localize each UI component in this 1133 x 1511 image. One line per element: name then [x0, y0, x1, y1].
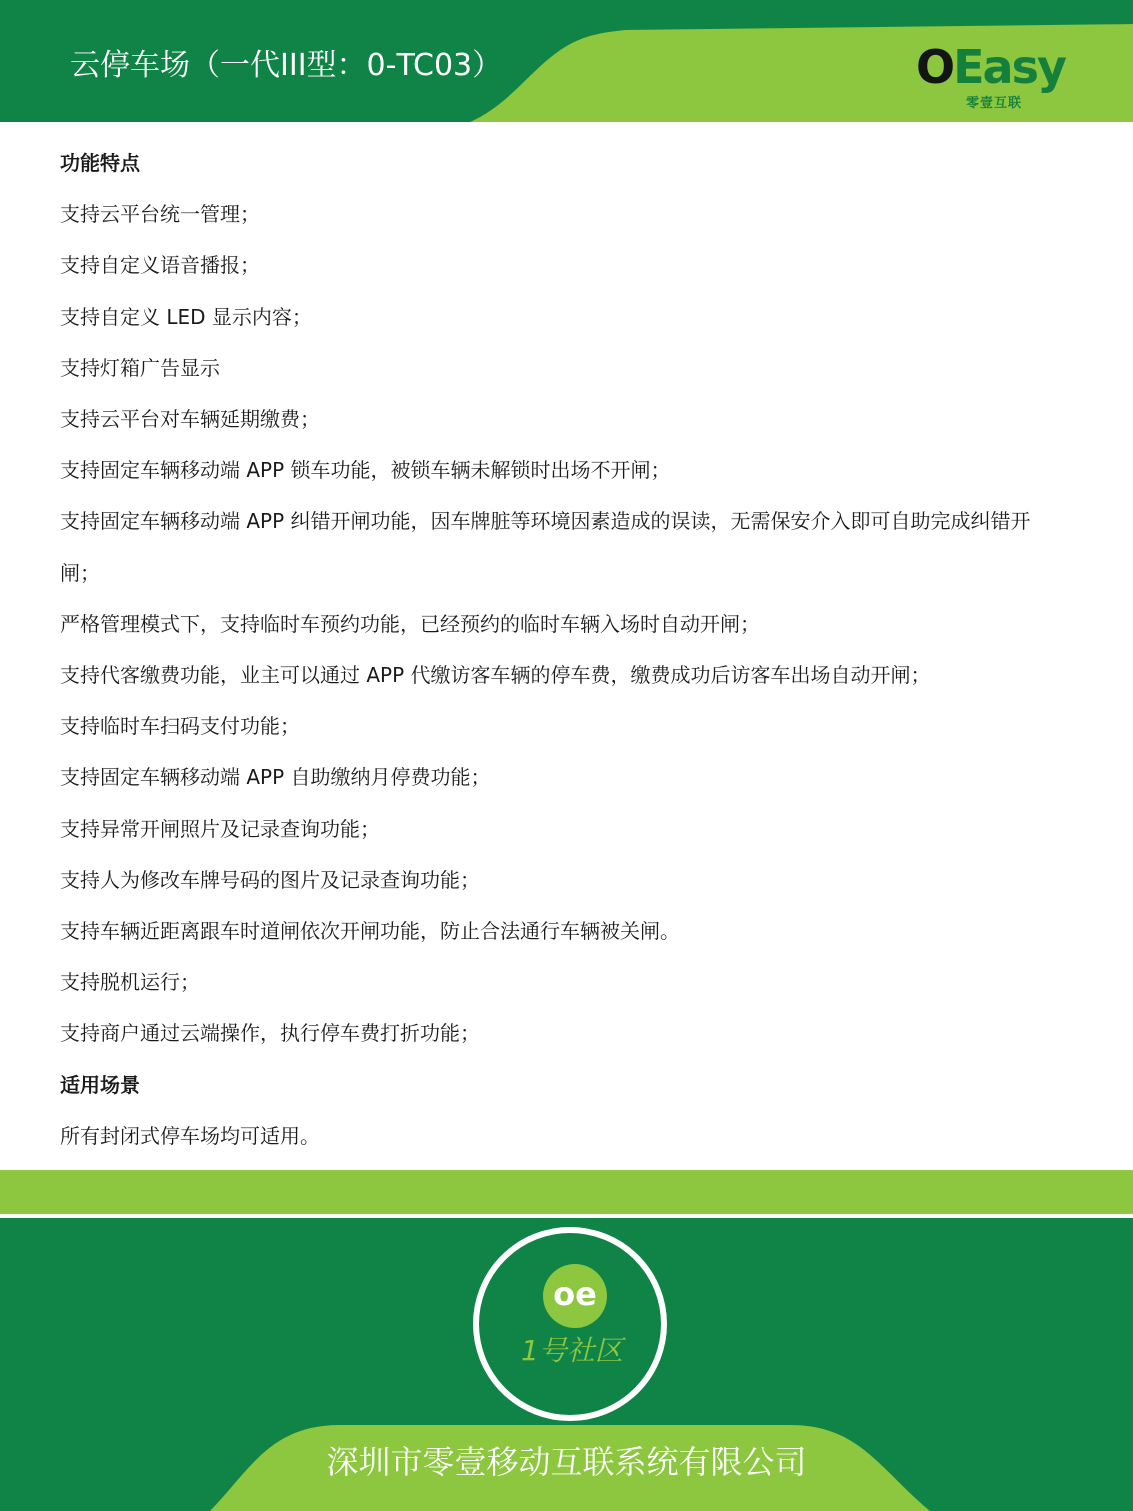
feature-item: 支持固定车辆移动端 APP 自助缴纳月停费功能；	[60, 765, 491, 790]
feature-item: 支持固定车辆移动端 APP 纠错开闸功能，因车牌脏等环境因素造成的误读，无需保安介入即可自助完成纠错开闸；	[60, 509, 1031, 585]
feature-item: 支持代客缴费功能，业主可以通过 APP 代缴访客车辆的停车费，缴费成功后访客车出场自动开闸；	[60, 663, 931, 688]
badge-logo-icon: oe	[543, 1264, 607, 1328]
logo-o: O	[916, 40, 954, 94]
logo-easy: Easy	[953, 40, 1065, 94]
page-header	[0, 0, 1133, 122]
feature-item: 支持云平台对车辆延期缴费；	[60, 407, 320, 432]
feature-item: 支持自定义语音播报；	[60, 253, 260, 278]
logo-wordmark	[916, 42, 1065, 92]
feature-item: 支持商户通过云端操作，执行停车费打折功能；	[60, 1021, 480, 1046]
feature-item: 严格管理模式下，支持临时车预约功能，已经预约的临时车辆入场时自动开闸；	[60, 611, 760, 636]
features-heading: 功能特点	[60, 151, 140, 175]
main-content	[60, 138, 1070, 1162]
company-name: 深圳市零壹移动互联系统有限公司	[326, 1443, 807, 1481]
page-footer	[0, 1170, 1133, 1511]
feature-item: 支持临时车扫码支付功能；	[60, 714, 300, 739]
feature-item: 支持脱机运行；	[60, 970, 200, 995]
scenarios-text: 所有封闭式停车场均可适用。	[60, 1123, 320, 1148]
features-list	[60, 189, 1070, 1059]
feature-item: 支持灯箱广告显示	[60, 355, 220, 380]
feature-item: 支持车辆近距离跟车时道闸依次开闸功能，防止合法通行车辆被关闸。	[60, 919, 680, 944]
oeasy-logo	[912, 42, 1084, 114]
feature-item: 支持自定义 LED 显示内容；	[60, 304, 312, 329]
feature-item: 支持固定车辆移动端 APP 锁车功能，被锁车辆未解锁时出场不开闸；	[60, 458, 671, 483]
community-badge	[471, 1234, 669, 1414]
page-title: 云停车场（一代III型：0-TC03）	[70, 48, 503, 83]
logo-subtitle: 零壹互联	[966, 96, 1023, 111]
badge-text: 1号社区	[521, 1334, 623, 1367]
feature-item: 支持异常开闸照片及记录查询功能；	[60, 816, 380, 841]
scenarios-heading: 适用场景	[60, 1072, 140, 1097]
feature-item: 支持云平台统一管理；	[60, 202, 260, 227]
feature-item: 支持人为修改车牌号码的图片及记录查询功能；	[60, 867, 480, 892]
